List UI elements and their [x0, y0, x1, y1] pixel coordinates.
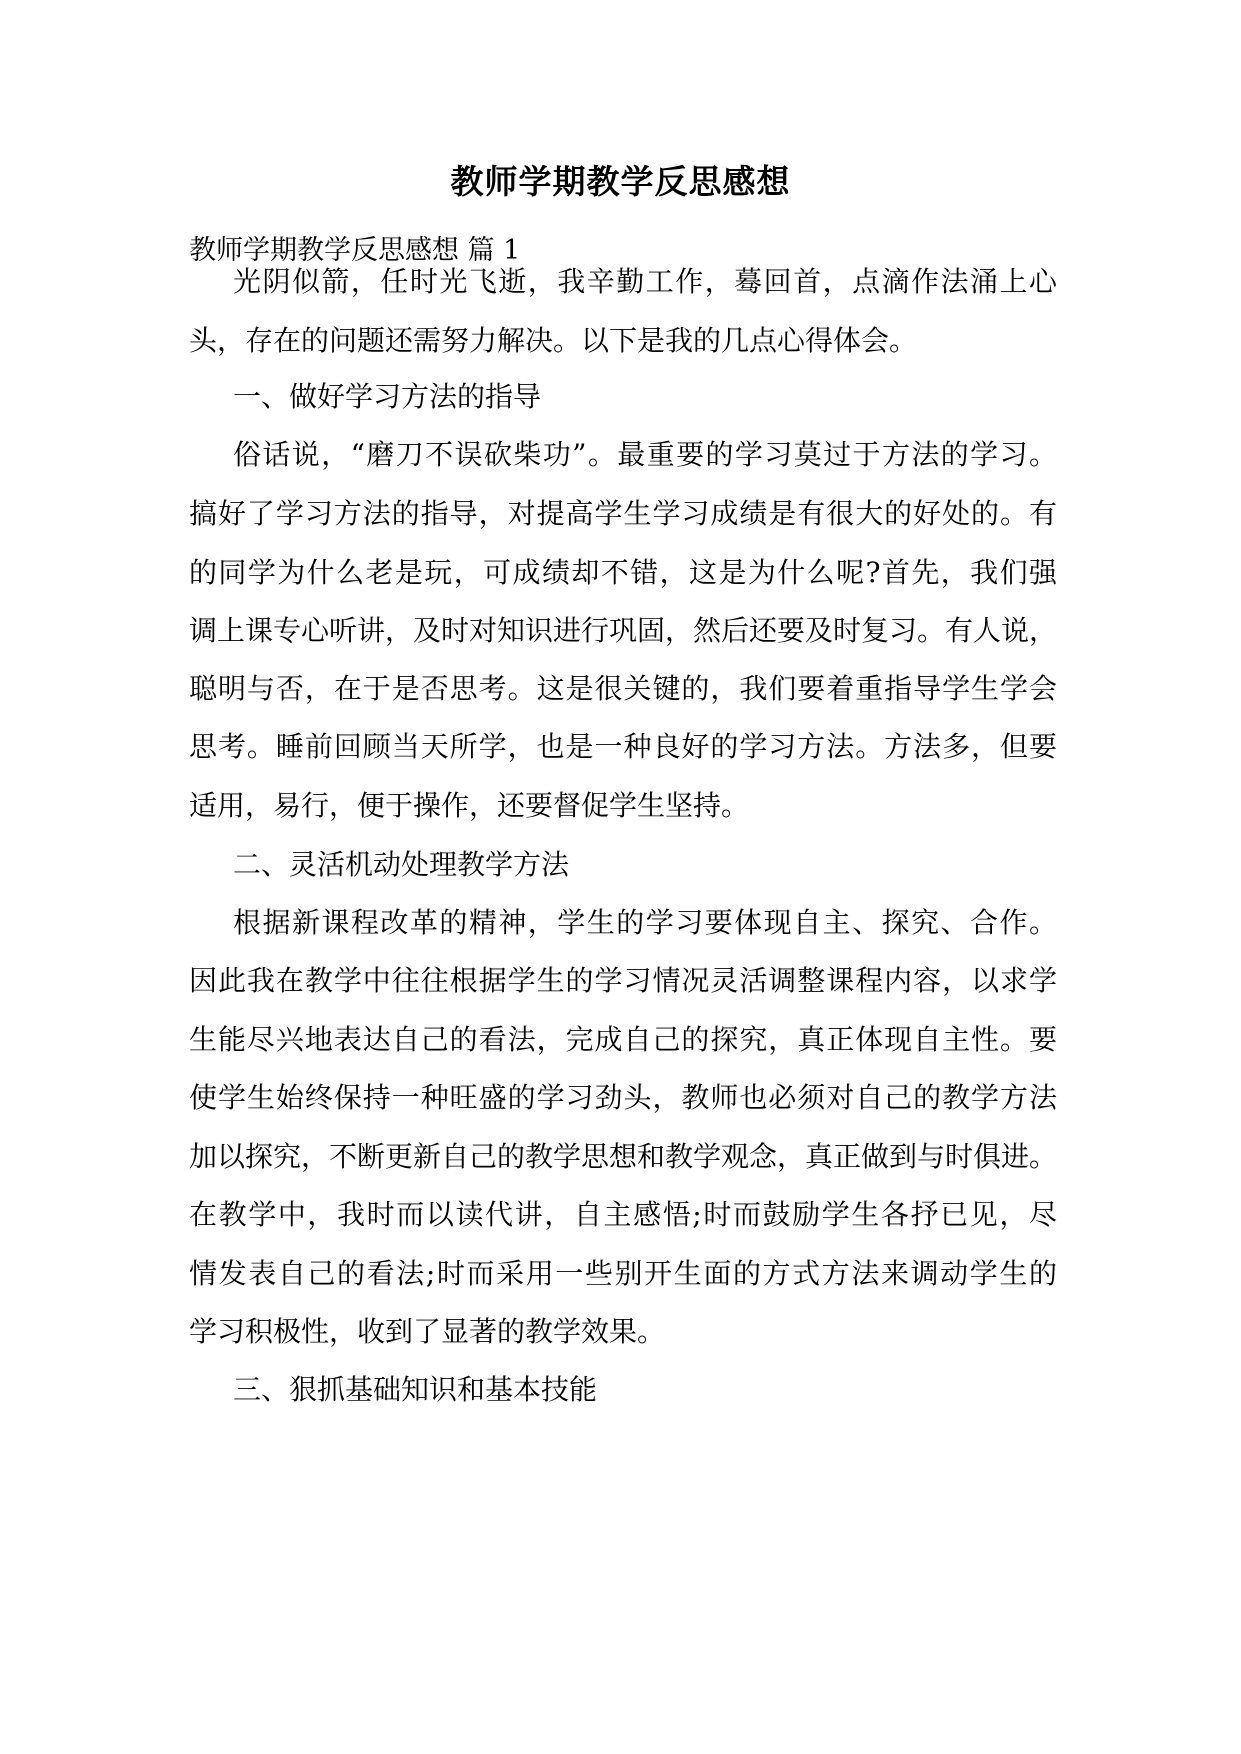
paragraph-line: 思考。睡前回顾当天所学，也是一种良好的学习方法。方法多，但要: [189, 730, 1057, 763]
section-heading-3: 三、狠抓基础知识和基本技能: [233, 1373, 598, 1406]
document-subtitle: 教师学期教学反思感想 篇 1: [189, 235, 521, 266]
paragraph-line: 搞好了学习方法的指导，对提高学生学习成绩是有很大的好处的。有: [189, 497, 1057, 530]
paragraph-line: 聪明与否，在于是否思考。这是很关键的，我们要着重指导学生学会: [189, 672, 1057, 705]
paragraph-line: 头，存在的问题还需努力解决。以下是我的几点心得体会。: [189, 324, 918, 357]
paragraph-line: 俗话说，“磨刀不误砍柴功”。最重要的学习莫过于方法的学习。: [233, 438, 1057, 471]
paragraph-line: 使学生始终保持一种旺盛的学习劲头，教师也必须对自己的教学方法: [189, 1081, 1057, 1114]
paragraph-line: 因此我在教学中往往根据学生的学习情况灵活调整课程内容，以求学: [189, 964, 1057, 997]
paragraph-line: 适用，易行，便于操作，还要督促学生坚持。: [189, 789, 750, 822]
paragraph-line: 的同学为什么老是玩，可成绩却不错，这是为什么呢?首先，我们强: [189, 556, 1057, 589]
paragraph-line: 生能尽兴地表达自己的看法，完成自己的探究，真正体现自主性。要: [189, 1023, 1057, 1056]
document-title: 教师学期教学反思感想: [450, 162, 791, 201]
paragraph-line: 光阴似箭，任时光飞逝，我辛勤工作，蓦回首，点滴作法涌上心: [233, 265, 1057, 298]
paragraph-line: 在教学中，我时而以读代讲，自主感悟;时而鼓励学生各抒已见，尽: [189, 1198, 1057, 1231]
paragraph-line: 调上课专心听讲，及时对知识进行巩固，然后还要及时复习。有人说，: [189, 614, 1058, 647]
section-heading-2: 二、灵活机动处理教学方法: [233, 848, 570, 881]
section-heading-1: 一、做好学习方法的指导: [233, 380, 542, 413]
paragraph-line: 学习积极性，收到了显著的教学效果。: [189, 1315, 666, 1348]
paragraph-line: 根据新课程改革的精神，学生的学习要体现自主、探究、合作。: [233, 906, 1057, 939]
paragraph-line: 加以探究，不断更新自己的教学思想和教学观念，真正做到与时俱进。: [189, 1140, 1058, 1173]
paragraph-line: 情发表自己的看法;时而采用一些别开生面的方式方法来调动学生的: [189, 1257, 1057, 1290]
